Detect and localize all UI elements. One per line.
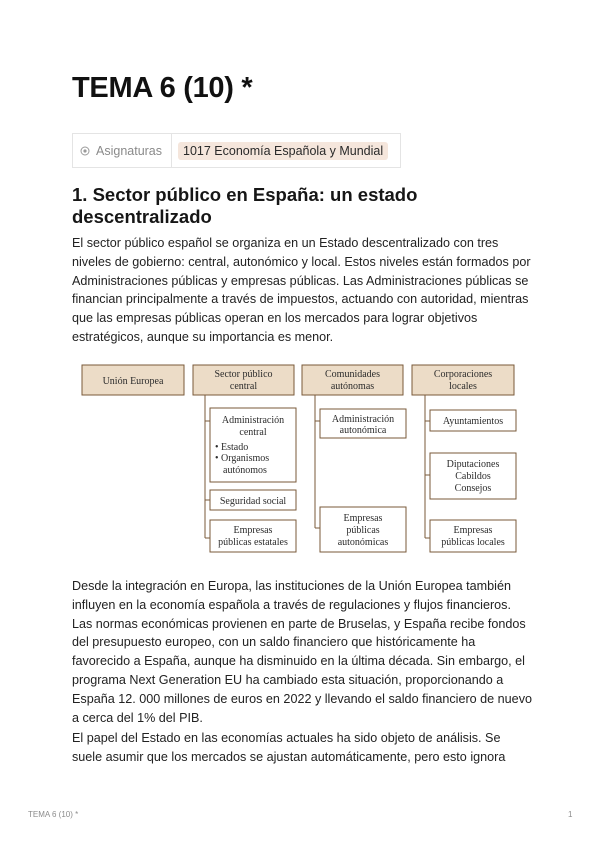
diagram-label: Sector público — [214, 369, 273, 380]
diagram-label: Cabildos — [455, 471, 491, 482]
public-sector-diagram — [72, 352, 532, 562]
paragraph: El papel del Estado en las economías actuales ha sido objeto de análisis. Se suele asumir que los mercados se ajustan automáticamente, pero esto ignora — [72, 731, 506, 764]
diagram-label: autonómicas — [337, 537, 389, 548]
diagram-connectors — [205, 395, 210, 538]
diagram-label: Consejos — [454, 483, 492, 494]
footer-title: TEMA 6 (10) * — [28, 810, 79, 819]
paragraph: El sector público español se organiza en un Estado descentralizado con tres niveles de gobierno: central, autonómico y local. Estos niveles están formados por Administraciones públicas y empresas públicas. Las Administraciones públicas se financian principalmente a través de impuestos, actuando con autoridad, mientras que las empresas públicas operan en los mercados para lograr objetivos estratégicos, aunque su importancia es menor. — [72, 236, 531, 344]
diagram-label: públicas locales — [441, 537, 505, 548]
diagram-label: autónomas — [330, 381, 375, 392]
diagram-label: central — [229, 381, 258, 392]
diagram-label: Administración — [331, 414, 395, 425]
property-key — [73, 134, 172, 167]
section-heading: 1. Sector público en España: un estado descentralizado — [72, 184, 418, 227]
diagram-label: Comunidades — [325, 369, 380, 380]
subject-tag[interactable]: 1017 Economía Española y Mundial — [178, 142, 388, 160]
list-circle-icon — [80, 146, 90, 156]
diagram-label: Unión Europea — [102, 376, 164, 387]
diagram-label: locales — [449, 381, 477, 392]
diagram-label: públicas — [346, 525, 380, 536]
diagram-connectors — [315, 395, 320, 528]
diagram-label: autónomos — [223, 465, 267, 476]
diagram-label: • Organismos — [215, 453, 270, 464]
diagram-label: Administración — [221, 415, 285, 426]
diagram-label: Empresas — [453, 525, 493, 536]
diagram-label: Empresas — [233, 525, 273, 536]
diagram-label: públicas estatales — [218, 537, 288, 548]
property-value-cell — [172, 144, 388, 158]
page-title: TEMA 6 (10) * — [72, 72, 253, 104]
diagram-label: Ayuntamientos — [442, 416, 504, 427]
diagram-label: Diputaciones — [446, 459, 500, 470]
page-number: 1 — [568, 810, 573, 819]
diagram-label: Corporaciones — [433, 369, 493, 380]
property-row — [72, 133, 401, 168]
property-label: Asignaturas — [96, 143, 163, 158]
diagram-connectors — [425, 395, 430, 538]
diagram-label: autonómica — [339, 425, 387, 436]
diagram-label: • Estado — [215, 442, 249, 453]
diagram-label: central — [239, 427, 267, 438]
diagram-label: Seguridad social — [219, 496, 287, 507]
diagram-label: Empresas — [343, 513, 383, 524]
paragraph: Desde la integración en Europa, las instituciones de la Unión Europea también influyen en la economía española a través de regulaciones y flujos financieros. Las normas económicas provienen en parte de Bruselas, y España recibe fondos del presupuesto europeo, con un saldo financiero que históricamente ha favorecido a España, aunque ha disminuido en la última década. Sin embargo, el programa Next Generation EU ha cambiado esta situación, proporcionando a España 12. 000 millones de euros en 2022 y llevando el saldo financiero de nuevo a cerca del 1% del PIB. — [72, 579, 532, 725]
